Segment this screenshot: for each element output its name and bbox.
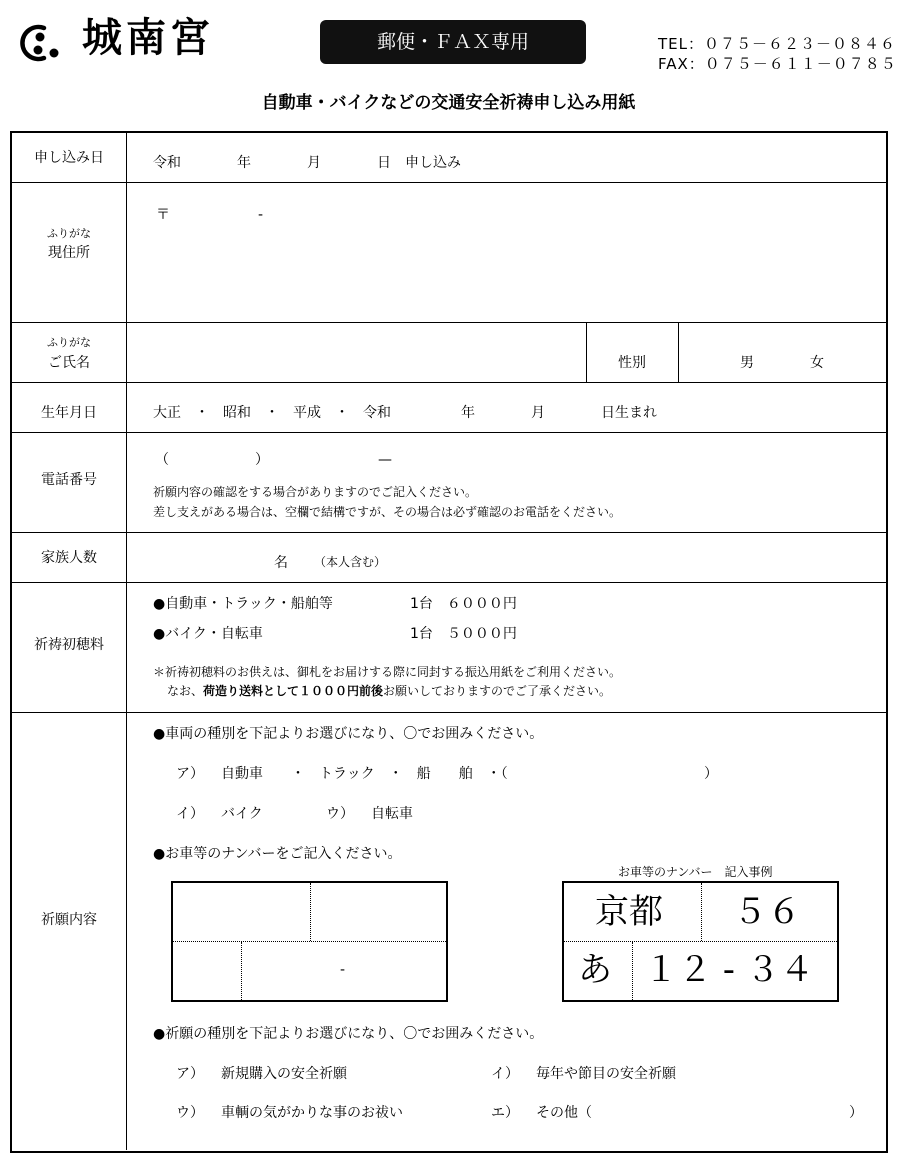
fee-note-2-bold: 荷造り送料として１０００円前後	[203, 684, 384, 698]
apply-date-month: 月	[307, 155, 321, 171]
birth-year: 年	[461, 405, 475, 421]
prayer-u-purification[interactable]: 車輌の気がかりな事のお祓い	[221, 1105, 403, 1121]
vehicle-u-bicycle[interactable]: 自転車	[371, 806, 413, 822]
address-furigana: ふりがな	[47, 227, 91, 240]
apply-date-year: 年	[237, 155, 251, 171]
family-label: 家族人数	[41, 550, 97, 566]
gender-label: 性別	[618, 355, 646, 371]
fax-number: FAX：０７５－６１１－０７８５	[658, 55, 897, 73]
apply-date-suffix: 申し込み	[405, 155, 461, 171]
label-column-divider	[126, 132, 127, 1150]
gender-divider-right	[678, 322, 679, 382]
plate-example-caption: お車等のナンバー 記入事例	[618, 865, 773, 879]
birth-month: 月	[531, 405, 545, 421]
vehicle-i-mark: イ）	[176, 806, 204, 822]
row-divider	[10, 322, 886, 323]
fee-item-2: ●バイク・自転車	[153, 626, 263, 642]
plate-example-kana: あ	[578, 950, 612, 990]
vehicle-question: ●車両の種別を下記よりお選びになり、〇でお囲みください。	[153, 726, 544, 742]
fee-label: 祈祷初穂料	[34, 637, 104, 653]
phone-close-paren: ）	[255, 452, 269, 468]
fee-item-1-price: 1台 ６０００円	[410, 596, 517, 612]
plate-example-divider	[701, 883, 702, 941]
phone-label: 電話番号	[41, 472, 97, 488]
prayer-e-other[interactable]: その他（	[536, 1105, 592, 1121]
phone-note-1: 祈願内容の確認をする場合がありますのでご記入ください。	[153, 485, 478, 499]
tel-number: TEL：０７５－６２３－０８４６	[658, 35, 896, 53]
gender-female[interactable]: 女	[810, 355, 824, 371]
prayer-e-mark: エ）	[491, 1105, 519, 1121]
row-divider	[10, 182, 886, 183]
row-divider	[10, 532, 886, 533]
prayer-a-mark: ア）	[176, 1066, 204, 1082]
name-furigana: ふりがな	[47, 336, 91, 349]
row-divider	[10, 432, 886, 433]
fee-note-2: なお、荷造り送料として１０００円前後お願いしておりますのでご了承ください。	[167, 684, 612, 698]
gender-male[interactable]: 男	[740, 355, 754, 371]
prayer-a-new-purchase[interactable]: 新規購入の安全祈願	[221, 1066, 347, 1082]
birth-suffix: 日生まれ	[601, 405, 657, 421]
apply-date-day: 日	[377, 155, 391, 171]
fee-note-1: ＊祈祷初穂料のお供えは、御札をお届けする際に同封する振込用紙をご利用ください。	[153, 665, 622, 679]
fee-item-1: ●自動車・トラック・船舶等	[153, 596, 333, 612]
logo-text: 城南宮	[82, 14, 214, 61]
plate-entry-divider	[241, 942, 242, 1000]
row-divider	[10, 712, 886, 713]
row-divider	[10, 582, 886, 583]
plate-example-region: 京都	[595, 892, 663, 932]
prayer-e-close: ）	[849, 1105, 863, 1121]
postal-mark: 〒	[156, 207, 170, 223]
plate-question: ●お車等のナンバーをご記入ください。	[153, 846, 402, 862]
prayer-i-annual[interactable]: 毎年や節目の安全祈願	[536, 1066, 676, 1082]
plate-example-divider	[564, 941, 837, 942]
apply-date-label: 申し込み日	[34, 150, 104, 166]
plate-example-class: ５６	[733, 892, 801, 932]
logo-mark-icon	[18, 22, 62, 62]
apply-date-era: 令和	[153, 155, 181, 171]
fee-item-2-price: 1台 ５０００円	[410, 626, 517, 642]
vehicle-a-options[interactable]: 自動車 ・ トラック ・ 船 舶 ・（	[221, 766, 508, 782]
row-divider	[10, 382, 886, 383]
form-title: 自動車・バイクなどの交通安全祈祷申し込み用紙	[261, 93, 636, 113]
phone-note-2: 差し支えがある場合は、空欄で結構ですが、その場合は必ず確認のお電話をください。	[153, 505, 622, 519]
vehicle-a-mark: ア）	[176, 766, 204, 782]
postal-dash: -	[258, 207, 264, 223]
prayer-i-mark: イ）	[491, 1066, 519, 1082]
birth-eras[interactable]: 大正 ・ 昭和 ・ 平成 ・ 令和	[153, 405, 391, 421]
family-unit: 名	[274, 555, 288, 571]
content-label: 祈願内容	[41, 912, 97, 928]
gender-divider-left	[586, 322, 587, 382]
address-label: 現住所	[48, 245, 90, 261]
family-note: （本人含む）	[314, 555, 387, 569]
vehicle-u-mark: ウ）	[326, 806, 354, 822]
vehicle-i-bike[interactable]: バイク	[221, 806, 263, 822]
plate-entry-divider	[310, 883, 311, 941]
phone-open-paren: （	[155, 452, 169, 468]
prayer-question: ●祈願の種別を下記よりお選びになり、〇でお囲みください。	[153, 1026, 544, 1042]
plate-entry-divider	[173, 941, 446, 942]
plate-example-divider	[632, 942, 633, 1000]
plate-example-number: １２ - ３４	[644, 950, 814, 990]
prayer-u-mark: ウ）	[176, 1105, 204, 1121]
mail-fax-only-badge: 郵便・ＦＡＸ専用	[320, 20, 586, 64]
birth-label: 生年月日	[41, 405, 97, 421]
vehicle-a-close: ）	[704, 766, 718, 782]
plate-entry-dash: -	[340, 962, 346, 978]
name-label: ご氏名	[48, 355, 90, 371]
phone-dash: —	[378, 452, 392, 468]
